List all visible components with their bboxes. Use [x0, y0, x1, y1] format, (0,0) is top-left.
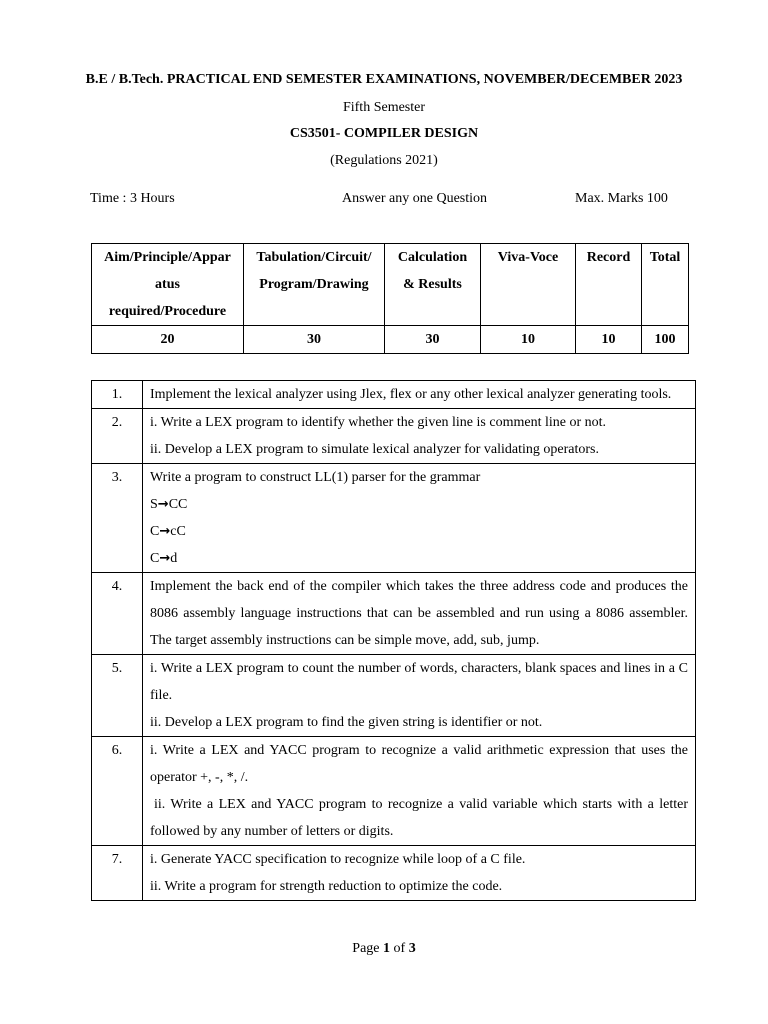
header-text: Program/Drawing: [259, 277, 369, 292]
grammar-lhs: C: [150, 524, 160, 539]
exam-title: B.E / B.Tech. PRACTICAL END SEMESTER EXAMINATIONS, NOVEMBER/DECEMBER 2023: [85, 72, 683, 87]
header-text: Tabulation/Circuit/: [256, 250, 372, 265]
question-text: [143, 737, 696, 846]
question-row-4: [92, 573, 696, 655]
grammar-rhs: cC: [170, 524, 186, 539]
question-text: [143, 655, 696, 737]
question-text: [143, 573, 696, 655]
header-text: Viva-Voce: [497, 250, 559, 265]
right-arrow-icon: →: [157, 497, 169, 512]
question-text: [143, 464, 696, 573]
page-of: of: [390, 941, 409, 956]
question-row-3: [92, 464, 696, 573]
question-row-7: [92, 846, 696, 901]
grammar-rule: [150, 518, 688, 545]
question-text: [143, 846, 696, 901]
header-text: & Results: [403, 277, 462, 292]
grammar-rule: [150, 491, 688, 518]
question-line: ii. Write a LEX and YACC program to recognize a valid variable which starts with a letter followed by any number of letters or digits.: [150, 797, 688, 839]
total-pages: 3: [408, 941, 416, 956]
time-label: Time : 3 Hours: [90, 191, 175, 206]
question-row-5: [92, 655, 696, 737]
header-cell-tabulation: [244, 244, 385, 326]
question-line: i. Write a LEX program to identify whether the given line is comment line or not.: [150, 415, 607, 430]
page-footer: [0, 941, 768, 957]
page-prefix: Page: [352, 941, 384, 956]
grammar-lhs: S: [150, 497, 158, 512]
semester-label: Fifth Semester: [342, 100, 426, 115]
question-line: ii. Develop a LEX program to find the given string is identifier or not.: [150, 715, 543, 730]
header-cell-aim: [92, 244, 244, 326]
course-title: CS3501- COMPILER DESIGN: [289, 126, 479, 141]
question-number: 6.: [92, 737, 143, 846]
header-text: Aim/Principle/Appar: [104, 250, 231, 265]
value-cell-record: 10: [576, 326, 642, 354]
marks-distribution-table: [91, 243, 689, 354]
header-text: atus: [155, 277, 180, 292]
value-cell-aim: 20: [92, 326, 244, 354]
question-row-6: [92, 737, 696, 846]
instruction-label: Answer any one Question: [342, 191, 488, 206]
question-line: i. Write a LEX and YACC program to recognize a valid arithmetic expression that uses the operator +, -, *, /.: [150, 743, 688, 785]
questions-table: [91, 380, 696, 901]
value-cell-calculation: 30: [385, 326, 481, 354]
question-row-1: [92, 381, 696, 409]
header-text: Total: [649, 250, 681, 265]
header-text: Record: [586, 250, 631, 265]
question-number: 1.: [92, 381, 143, 409]
regulations-label: (Regulations 2021): [330, 153, 438, 168]
grammar-lhs: C: [150, 551, 160, 566]
header-cell-record: [576, 244, 642, 326]
question-line: Write a program to construct LL(1) parser for the grammar: [150, 470, 481, 485]
question-number: 5.: [92, 655, 143, 737]
question-number: 7.: [92, 846, 143, 901]
question-line: i. Generate YACC specification to recognize while loop of a C file.: [150, 852, 526, 867]
question-text: [143, 381, 696, 409]
right-arrow-icon: →: [159, 551, 171, 566]
question-line: Implement the lexical analyzer using Jlex, flex or any other lexical analyzer generating tools.: [150, 387, 672, 402]
question-number: 2.: [92, 409, 143, 464]
header-cell-viva: [481, 244, 576, 326]
question-number: 3.: [92, 464, 143, 573]
value-cell-tabulation: 30: [244, 326, 385, 354]
question-text: [143, 409, 696, 464]
header-cell-total: [642, 244, 689, 326]
question-line: ii. Write a program for strength reduction to optimize the code.: [150, 879, 503, 894]
question-line: ii. Develop a LEX program to simulate lexical analyzer for validating operators.: [150, 442, 600, 457]
header-text: Calculation: [397, 250, 468, 265]
right-arrow-icon: →: [159, 524, 171, 539]
grammar-rule: [150, 545, 688, 572]
question-line: i. Write a LEX program to count the number of words, characters, blank spaces and lines in a C file.: [150, 661, 688, 703]
grammar-rhs: CC: [168, 497, 188, 512]
question-row-2: [92, 409, 696, 464]
max-marks-label: Max. Marks 100: [575, 191, 668, 206]
value-cell-total: 100: [642, 326, 689, 354]
question-line: Implement the back end of the compiler which takes the three address code and produces the 8086 assembly language instructions that can be assembled and run using a 8086 assembler. The target assembly instructions can be simple move, add, sub, jump.: [150, 579, 688, 648]
grammar-rhs: d: [170, 551, 178, 566]
header-text: required/Procedure: [108, 304, 227, 319]
value-cell-viva: 10: [481, 326, 576, 354]
question-number: 4.: [92, 573, 143, 655]
header-cell-calculation: [385, 244, 481, 326]
current-page-number: 1: [383, 941, 391, 956]
